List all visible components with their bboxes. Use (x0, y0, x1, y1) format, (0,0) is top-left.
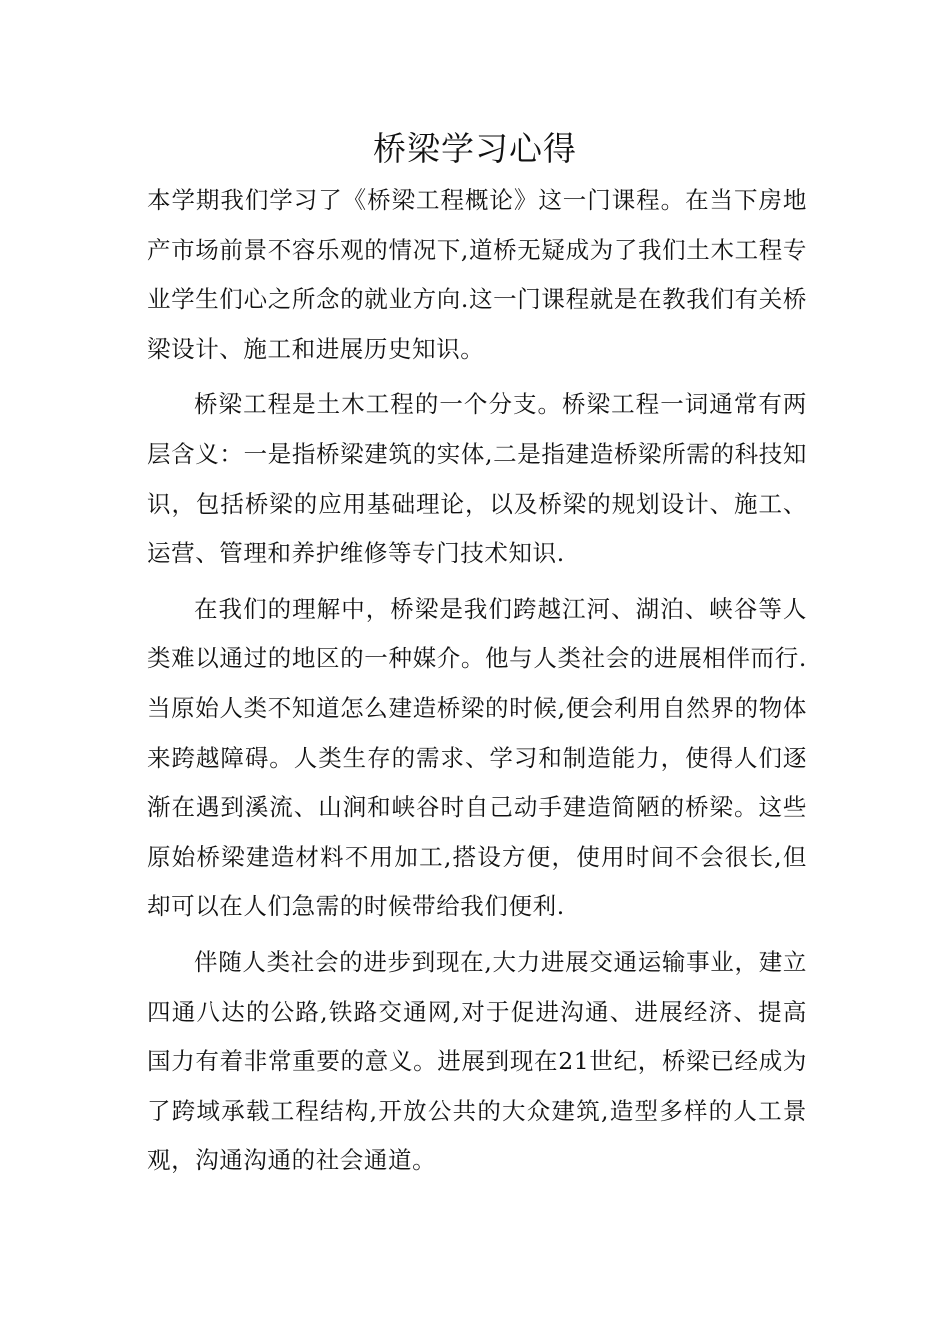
paragraph-4: 伴随人类社会的进步到现在,大力进展交通运输事业，建立四通八达的公路,铁路交通网,对于促进沟通、进展经济、提高国力有着非常重要的意义。进展到现在21世纪，桥梁已经成为了跨域承载工程结构,开放公共的大众建筑,造型多样的人工景观，沟通沟通的社会通道。 (147, 947, 807, 1175)
document-title: 桥梁学习心得 (373, 129, 577, 168)
paragraph-1: 本学期我们学习了《桥梁工程概论》这一门课程。在当下房地产市场前景不容乐观的情况下,道桥无疑成为了我们土木工程专业学生们心之所念的就业方向.这一门课程就是在教我们有关桥梁设计、施工和进展历史知识。 (147, 186, 807, 363)
paragraph-3: 在我们的理解中，桥梁是我们跨越江河、湖泊、峡谷等人类难以通过的地区的一种媒介。他与人类社会的进展相伴而行.当原始人类不知道怎么建造桥梁的时候,便会利用自然界的物体来跨越障碍。人类生存的需求、学习和制造能力，使得人们逐渐在遇到溪流、山涧和峡谷时自己动手建造简陋的桥梁。这些原始桥梁建造材料不用加工,搭设方便，使用时间不会很长,但却可以在人们急需的时候带给我们便利. (147, 594, 807, 921)
paragraph-2: 桥梁工程是土木工程的一个分支。桥梁工程一词通常有两层含义：一是指桥梁建筑的实体,二是指建造桥梁所需的科技知识，包括桥梁的应用基础理论，以及桥梁的规划设计、施工、运营、管理和养护维修等专门技术知识. (147, 390, 807, 568)
document-body (147, 176, 807, 1192)
